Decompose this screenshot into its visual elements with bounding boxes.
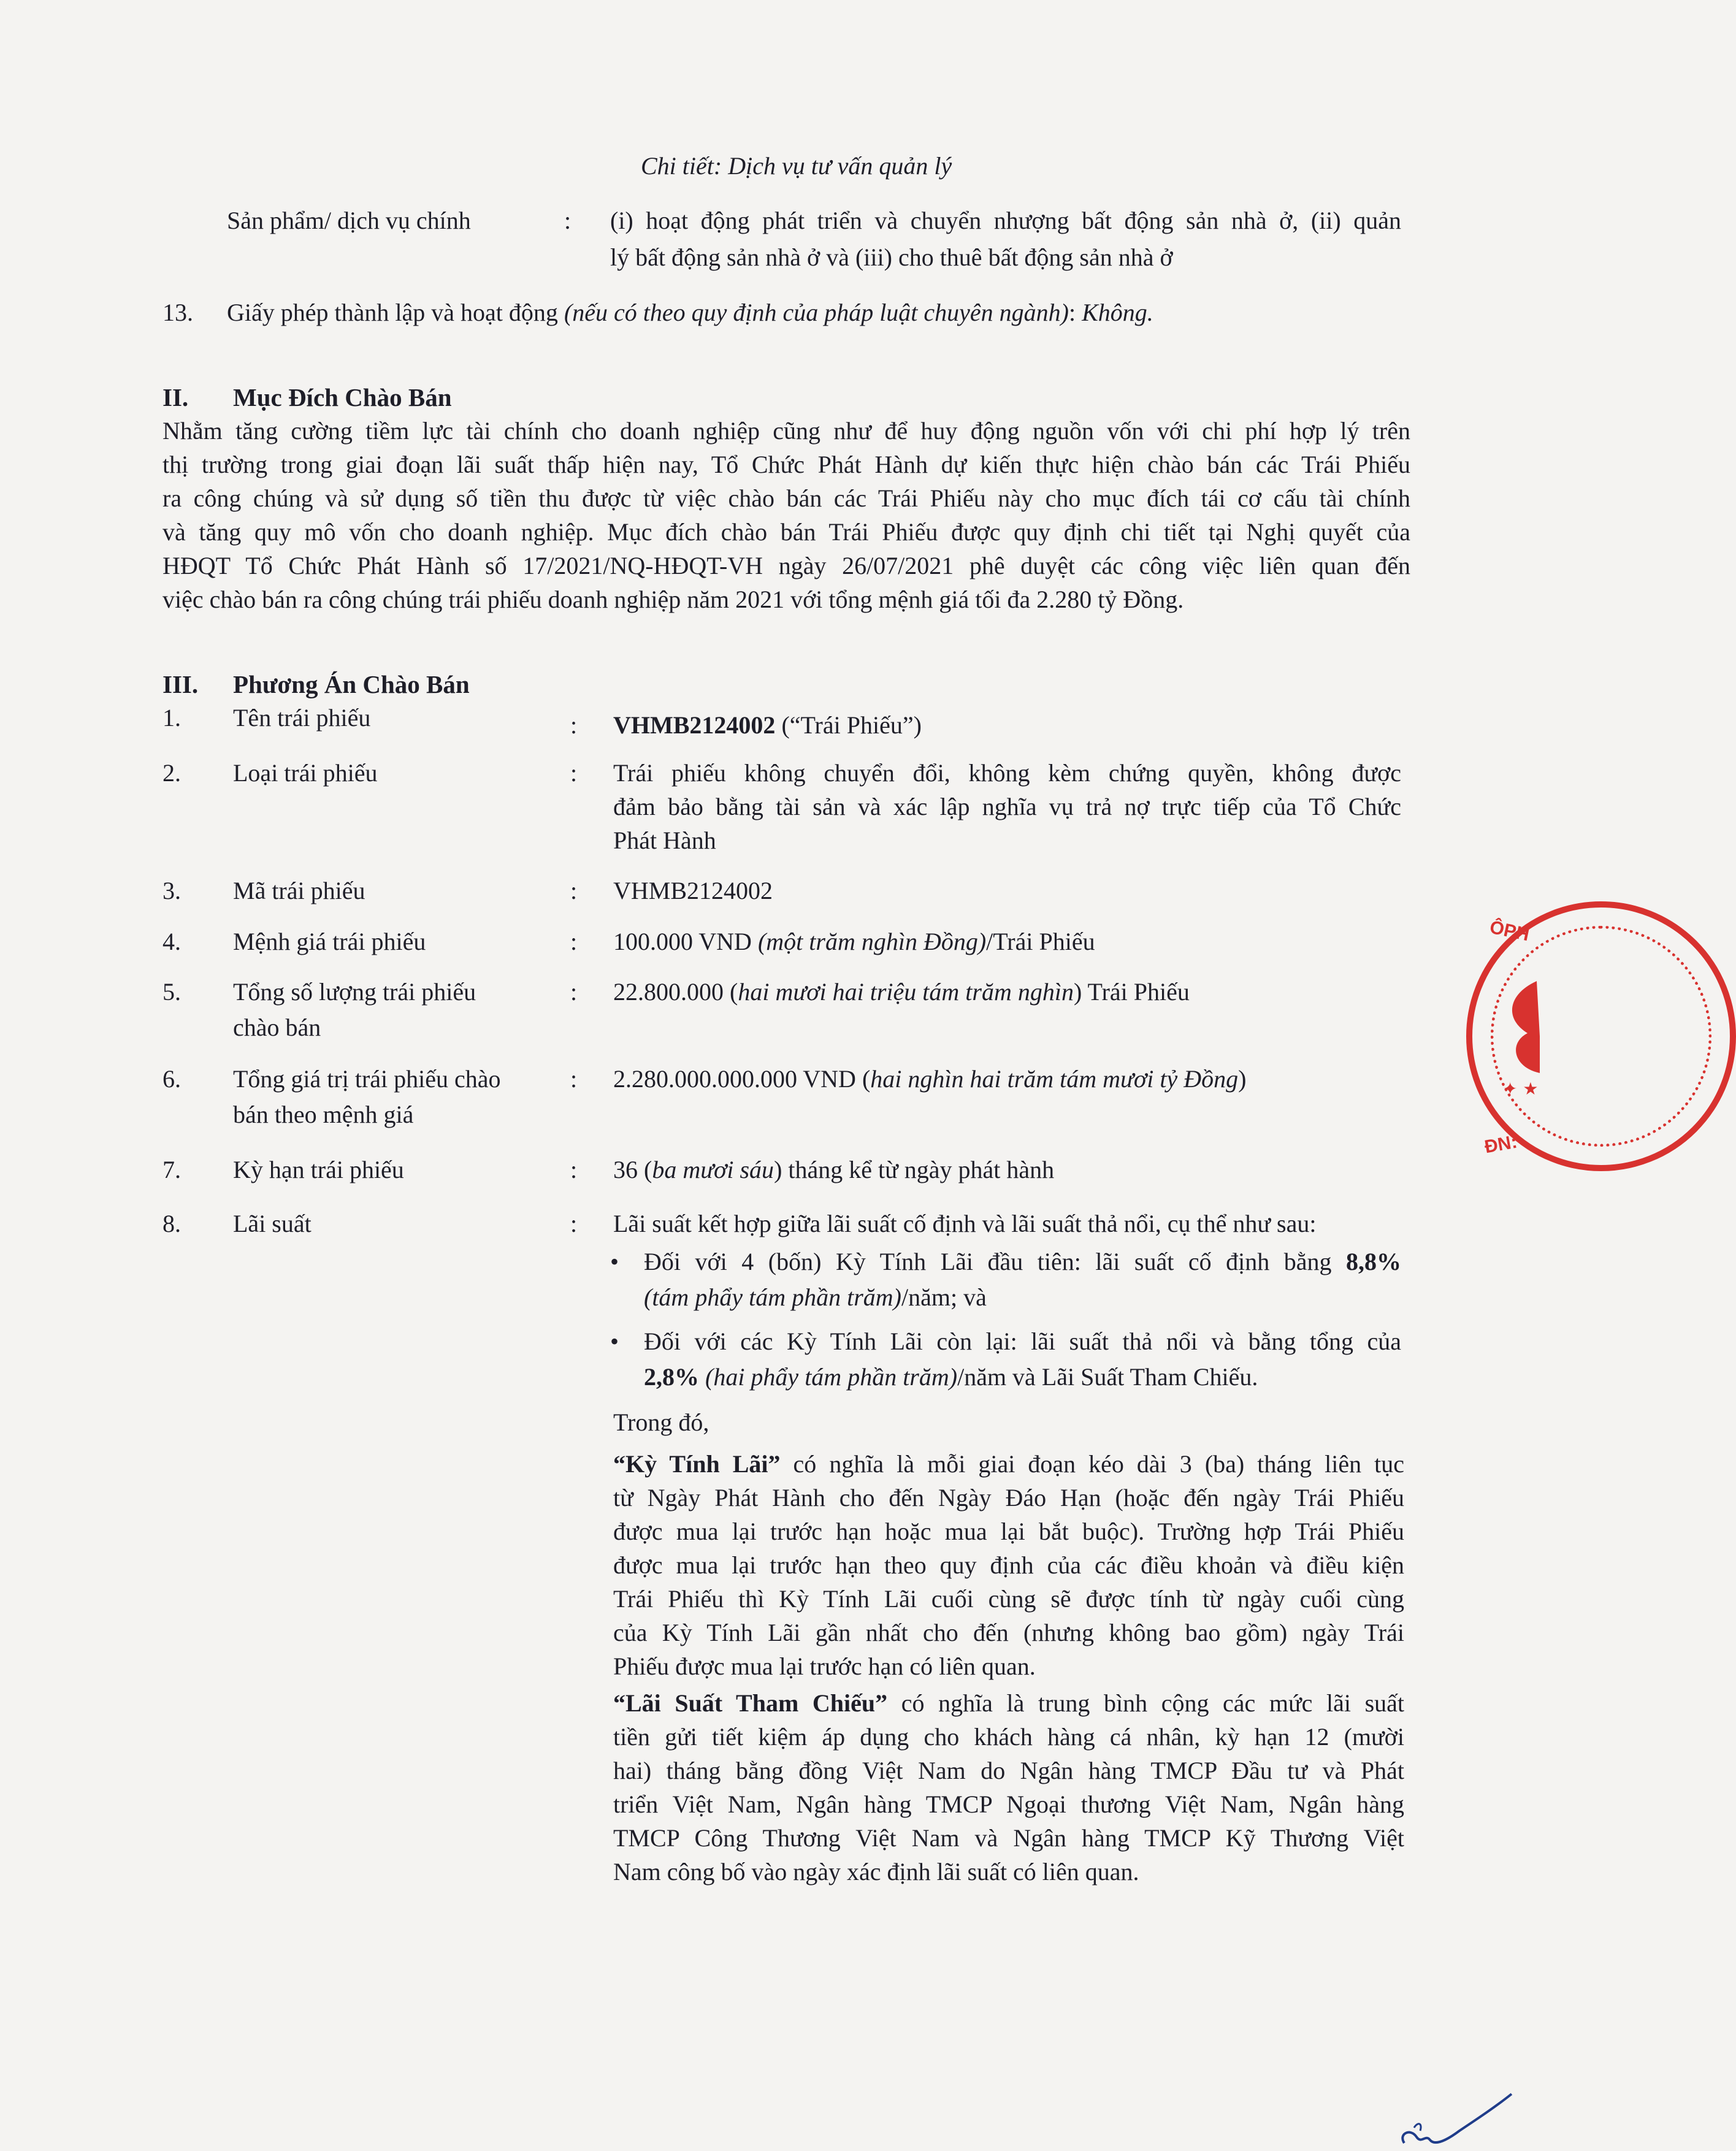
item-2-line-2: đảm bảo bằng tài sản và xác lập nghĩa vụ trả nợ trực tiếp của Tổ Chức <box>613 793 1401 820</box>
stamp-text-top: ÔPH <box>1488 917 1531 946</box>
lai-suat-tham-chieu-line-3: hai) tháng bằng đồng Việt Nam do Ngân hàng TMCP Đầu tư và Phát <box>613 1757 1404 1784</box>
section-2-line-3: ra công chúng và sử dụng số tiền thu được từ việc chào bán các Trái Phiếu này cho mục đích tái cơ cấu tài chính <box>163 484 1410 512</box>
item-13-value: Không. <box>1082 299 1153 326</box>
item-3-label: Mã trái phiếu <box>233 877 365 904</box>
face-value-unit: /Trái Phiếu <box>986 928 1095 955</box>
bullet: • <box>610 1248 619 1275</box>
section-2-title: Mục Đích Chào Bán <box>233 383 452 411</box>
section-2-line-6: việc chào bán ra công chúng trái phiếu doanh nghiệp năm 2021 với tổng mệnh giá tối đa 2.280 tỷ Đồng. <box>163 586 1184 613</box>
section-3-number: III. <box>163 670 199 698</box>
lai-suat-tham-chieu-line-4: triển Việt Nam, Ngân hàng TMCP Ngoại thương Việt Nam, Ngân hàng <box>613 1790 1404 1818</box>
item-8-number: 8. <box>163 1210 181 1237</box>
ky-tinh-lai-line-5: Trái Phiếu thì Kỳ Tính Lãi cuối cùng sẽ được tính từ ngày cuối cùng <box>613 1585 1404 1613</box>
item-6-number: 6. <box>163 1065 181 1093</box>
floating-margin-words: (hai phẩy tám phần trăm) <box>705 1363 958 1391</box>
bond-name: VHMB2124002 <box>613 711 776 739</box>
lai-suat-tham-chieu-line-6: Nam công bố vào ngày xác định lãi suất có liên quan. <box>613 1858 1139 1885</box>
item-2-number: 2. <box>163 759 181 787</box>
fixed-rate-words: (tám phẩy tám phần trăm) <box>644 1283 901 1311</box>
term-words: ba mươi sáu <box>652 1156 774 1183</box>
product-line-1: (i) hoạt động phát triển và chuyển nhượng bất động sản nhà ở, (ii) quản <box>610 207 1401 234</box>
item-7-number: 7. <box>163 1156 181 1183</box>
section-3-title: Phương Án Chào Bán <box>233 670 470 698</box>
item-8-label: Lãi suất <box>233 1210 312 1237</box>
item-4-value <box>613 925 1095 959</box>
stamp-text-bottom: ĐN: <box>1483 1131 1519 1158</box>
svg-text:✦ ★: ✦ ★ <box>1503 1079 1539 1099</box>
item-2-label: Loại trái phiếu <box>233 759 378 787</box>
item-3-number: 3. <box>163 877 181 904</box>
item-13-number: 13. <box>163 299 193 326</box>
total-value-words: hai nghìn hai trăm tám mươi tỷ Đồng <box>870 1065 1239 1093</box>
stamp-emblem-icon <box>1491 975 1540 1098</box>
ky-tinh-lai-def-start: có nghĩa là mỗi giai đoạn kéo dài 3 (ba) tháng liên tục <box>780 1450 1404 1478</box>
colon: : <box>570 928 578 955</box>
quantity: 22.800.000 ( <box>613 978 738 1006</box>
ky-tinh-lai-line-4: được mua lại trước hạn theo quy định của các điều khoản và điều kiện <box>613 1551 1404 1579</box>
bullet-1-end: /năm; và <box>901 1283 987 1311</box>
detail-line: Chi tiết: Dịch vụ tư vấn quản lý <box>641 152 952 180</box>
bullet-1-text: Đối với 4 (bốn) Kỳ Tính Lãi đầu tiên: lãi suất cố định bằng <box>644 1248 1346 1275</box>
ky-tinh-lai-line-2: từ Ngày Phát Hành cho đến Ngày Đáo Hạn (hoặc đến ngày Trái Phiếu <box>613 1484 1404 1511</box>
item-6-label-1: Tổng giá trị trái phiếu chào <box>233 1065 501 1093</box>
term-number: 36 ( <box>613 1156 652 1183</box>
colon: : <box>570 759 578 787</box>
bullet-2-end: /năm và Lãi Suất Tham Chiếu. <box>957 1363 1258 1391</box>
item-1-number: 1. <box>163 704 181 732</box>
colon: : <box>570 877 578 904</box>
ky-tinh-lai-line-7: Phiếu được mua lại trước hạn có liên quan. <box>613 1652 1036 1680</box>
ky-tinh-lai-line-6: của Kỳ Tính Lãi gần nhất cho đến (nhưng không bao gồm) ngày Trái <box>613 1619 1404 1646</box>
lai-suat-tham-chieu-line-1 <box>613 1686 1404 1721</box>
colon: : <box>564 207 572 234</box>
section-2-line-5: HĐQT Tổ Chức Phát Hành số 17/2021/NQ-HĐQT-VH ngày 26/07/2021 phê duyệt các công việc liên quan đến <box>163 552 1410 579</box>
colon: : <box>570 711 578 739</box>
item-13-text <box>227 296 1153 330</box>
item-5-label-2: chào bán <box>233 1014 321 1041</box>
item-5-value <box>613 975 1190 1009</box>
item-13-colon: : <box>1069 299 1076 326</box>
item-6-label-2: bán theo mệnh giá <box>233 1101 414 1128</box>
trong-do: Trong đó, <box>613 1408 709 1436</box>
item-1-value <box>613 708 922 743</box>
bullet-1-line-2 <box>644 1280 987 1315</box>
item-7-value <box>613 1153 1054 1187</box>
ky-tinh-lai-term: “Kỳ Tính Lãi” <box>613 1450 781 1478</box>
total-value-close: ) <box>1238 1065 1247 1093</box>
interest-intro: Lãi suất kết hợp giữa lãi suất cố định và lãi suất thả nổi, cụ thể như sau: <box>613 1210 1317 1237</box>
total-value: 2.280.000.000.000 VND ( <box>613 1065 871 1093</box>
item-2-line-1: Trái phiếu không chuyển đổi, không kèm chứng quyền, không được <box>613 759 1401 787</box>
bullet-2-line-1: Đối với các Kỳ Tính Lãi còn lại: lãi suất thả nổi và bằng tổng của <box>644 1328 1401 1355</box>
lai-suat-tham-chieu-term: “Lãi Suất Tham Chiếu” <box>613 1689 888 1717</box>
lai-suat-tham-chieu-line-5: TMCP Công Thương Việt Nam và Ngân hàng TMCP Kỹ Thương Việt <box>613 1824 1404 1852</box>
item-13-label: Giấy phép thành lập và hoạt động <box>227 299 558 326</box>
section-2-line-2: thị trường trong giai đoạn lãi suất thấp hiện nay, Tổ Chức Phát Hành dự kiến thực hiện chào bán các Trái Phiếu <box>163 451 1410 478</box>
product-line-2: lý bất động sản nhà ở và (iii) cho thuê bất động sản nhà ở <box>610 243 1173 271</box>
quantity-words: hai mươi hai triệu tám trăm nghìn <box>738 978 1074 1006</box>
face-value-words: (một trăm nghìn Đồng) <box>757 928 987 955</box>
item-5-label-1: Tổng số lượng trái phiếu <box>233 978 476 1006</box>
lai-suat-tham-chieu-line-2: tiền gửi tiết kiệm áp dụng cho khách hàng cá nhân, kỳ hạn 12 (mười <box>613 1723 1404 1751</box>
fixed-rate: 8,8% <box>1346 1248 1401 1275</box>
signature-mark <box>1392 2085 1515 2151</box>
bullet-2-line-2 <box>644 1360 1258 1394</box>
item-4-number: 4. <box>163 928 181 955</box>
company-stamp <box>1466 901 1540 1171</box>
item-6-value <box>613 1062 1246 1096</box>
bullet-1-line-1 <box>644 1245 1401 1279</box>
term-rest: ) tháng kể từ ngày phát hành <box>774 1156 1055 1183</box>
item-13-italic: (nếu có theo quy định của pháp luật chuyên ngành) <box>564 299 1069 326</box>
lai-suat-tham-chieu-def-start: có nghĩa là trung bình cộng các mức lãi suất <box>887 1689 1405 1717</box>
product-label: Sản phẩm/ dịch vụ chính <box>227 207 471 234</box>
colon: : <box>570 1065 578 1093</box>
quantity-unit: ) Trái Phiếu <box>1073 978 1190 1006</box>
colon: : <box>570 978 578 1006</box>
floating-margin: 2,8% <box>644 1363 699 1391</box>
item-2-line-3: Phát Hành <box>613 827 716 854</box>
colon: : <box>570 1210 578 1237</box>
section-2-line-1: Nhằm tăng cường tiềm lực tài chính cho doanh nghiệp cũng như để huy động nguồn vốn với chi phí hợp lý trên <box>163 417 1410 445</box>
ky-tinh-lai-line-3: được mua lại trước hạn hoặc mua lại bắt buộc). Trường hợp Trái Phiếu <box>613 1518 1404 1545</box>
section-2-line-4: và tăng quy mô vốn cho doanh nghiệp. Mục đích chào bán Trái Phiếu được quy định chi tiết tại Nghị quyết của <box>163 518 1410 546</box>
item-5-number: 5. <box>163 978 181 1006</box>
section-2-number: II. <box>163 383 189 411</box>
bullet: • <box>610 1328 619 1355</box>
bond-name-alias: (“Trái Phiếu”) <box>775 711 922 739</box>
item-4-label: Mệnh giá trái phiếu <box>233 928 426 955</box>
face-value: 100.000 VND <box>613 928 758 955</box>
colon: : <box>570 1156 578 1183</box>
ky-tinh-lai-line-1 <box>613 1447 1404 1481</box>
item-1-label: Tên trái phiếu <box>233 704 371 732</box>
item-3-value: VHMB2124002 <box>613 877 773 904</box>
item-7-label: Kỳ hạn trái phiếu <box>233 1156 404 1183</box>
